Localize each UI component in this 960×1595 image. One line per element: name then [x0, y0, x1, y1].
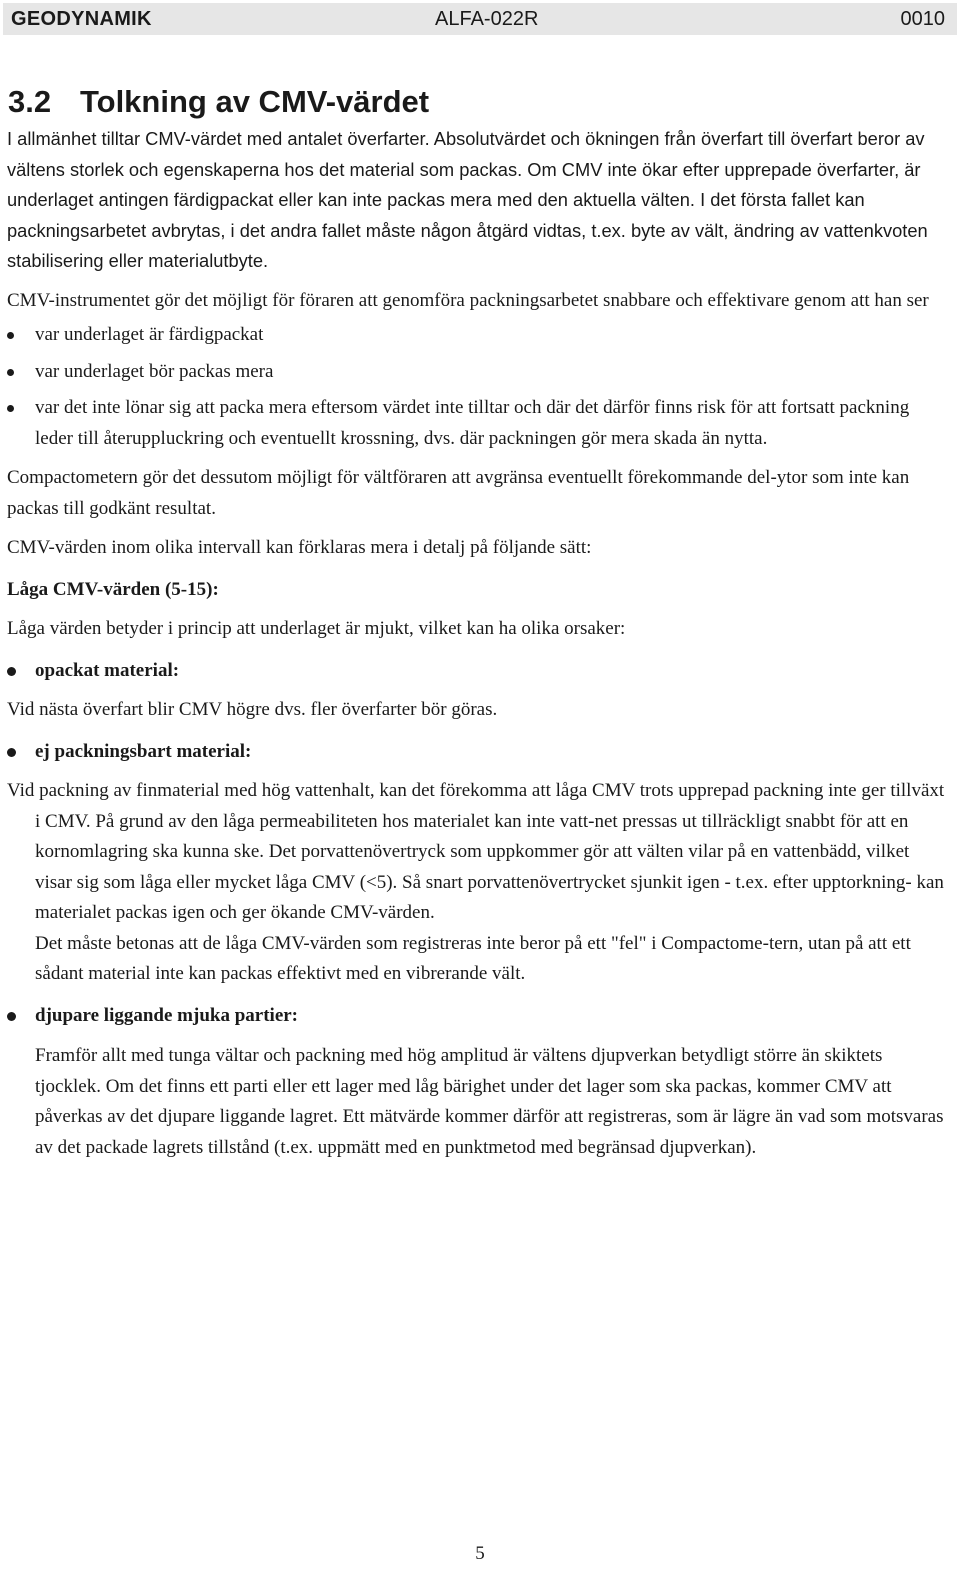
- cause-text-non-compactable-note: Det måste betonas att de låga CMV-värden som registreras inte beror på ett "fel" i Compactome-tern, utan på att ett sådant material inte kan packas effektivt med en vibrerande vält.: [35, 932, 911, 984]
- instrument-bullet-list: [7, 320, 947, 454]
- page-content: [7, 80, 947, 1163]
- list-item: [7, 320, 947, 351]
- header-brand: GEODYNAMIK: [11, 8, 152, 30]
- intervals-paragraph: CMV-värden inom olika intervall kan förklaras mera i detalj på följande sätt:: [7, 537, 592, 558]
- cause-heading-unpacked: [7, 656, 947, 687]
- bullet-icon: [7, 332, 14, 339]
- bullet-icon: [7, 405, 14, 412]
- list-item-text: var underlaget är färdigpackat: [35, 324, 264, 345]
- instrument-paragraph: CMV-instrumentet gör det möjligt för föraren att genomföra packningsarbetet snabbare och effektivare genom att han ser: [7, 289, 929, 311]
- bullet-icon: [7, 667, 16, 676]
- page-number: 5: [475, 1543, 485, 1564]
- header-doc-id: ALFA-022R: [435, 8, 539, 30]
- list-item-text: var det inte lönar sig att packa mera eftersom värdet inte tilltar och där det därför finns risk för att fortsatt packning leder till återuppluckring och eventuellt krossning, dvs. där packningen gör mera skada än nytta.: [35, 397, 910, 449]
- cause-heading-deep-soft: [7, 1001, 947, 1032]
- section-number: 3.2: [8, 84, 52, 119]
- list-item-text: var underlaget bör packas mera: [35, 360, 274, 382]
- bullet-icon: [7, 369, 14, 376]
- cause-heading-text: djupare liggande mjuka partier:: [35, 1004, 299, 1026]
- intro-paragraph: I allmänhet tilltar CMV-värdet med antalet överfarter. Absolutvärdet och ökningen från överfart till överfart beror av vältens storlek och egenskaperna hos det material som packas. Om CMV inte ökar efter upprepade överfarter, är underlaget antingen färdigpackat eller kan inte packas mera med den aktuella välten. I det första fallet kan packningsarbetet avbrytas, i det andra fallet måste någon åtgärd vidtas, t.ex. byte av vält, ändring av vattenkvoten stabilisering eller materialutbyte.: [7, 128, 928, 271]
- list-item: [7, 357, 947, 388]
- section-title-text: Tolkning av CMV-värdet: [80, 84, 430, 119]
- cause-heading-text: ej packningsbart material:: [35, 740, 252, 762]
- section-title: [8, 80, 947, 124]
- page-header: [3, 3, 957, 35]
- cause-heading-text: opackat material:: [35, 659, 180, 681]
- cause-heading-non-compactable: [7, 737, 947, 768]
- low-values-heading: Låga CMV-värden (5-15):: [7, 578, 219, 600]
- compactometer-paragraph: Compactometern gör det dessutom möjligt för vältföraren att avgränsa eventuellt förekommande del-ytor som inte kan packas till godkänt resultat.: [7, 467, 910, 519]
- header-page-code: 0010: [900, 8, 945, 30]
- bullet-icon: [7, 1012, 16, 1021]
- low-values-intro: Låga värden betyder i princip att underlaget är mjukt, vilket kan ha olika orsaker:: [7, 618, 626, 639]
- cause-text-deep-soft: Framför allt med tunga vältar och packning med hög amplitud är vältens djupverkan betydligt större än skiktets tjocklek. Om det finns ett parti eller ett lager med låg bärighet under det lager som ska packas, kommer CMV att påverkas av det djupare liggande lagret. Ett mätvärde kommer därför att registreras, som är lägre än vad som motsvaras av det packade lagrets tillstånd (t.ex. uppmätt med en punktmetod med begränsad djupverkan).: [35, 1045, 944, 1158]
- cause-text-non-compactable: Vid packning av finmaterial med hög vattenhalt, kan det förekomma att låga CMV trots upprepad packning inte ger tillväxt i CMV. På grund av den låga permeabiliteten hos materialet kan inte vatt-net pressas ut tillräckligt snabbt för att en kornomlagring ska kunna ske. Det porvattenövertryck som uppkommer gör att välten vilar på en vattenbädd, vilket visar sig som låga eller mycket låga CMV (<5). Så snart porvattenövertrycket sjunkit igen - t.ex. efter upptorkning- kan materialet packas igen och ger ökande CMV-värden.: [7, 780, 945, 923]
- bullet-icon: [7, 748, 16, 757]
- list-item: [7, 393, 947, 454]
- cause-text-unpacked: Vid nästa överfart blir CMV högre dvs. fler överfarter bör göras.: [7, 699, 498, 720]
